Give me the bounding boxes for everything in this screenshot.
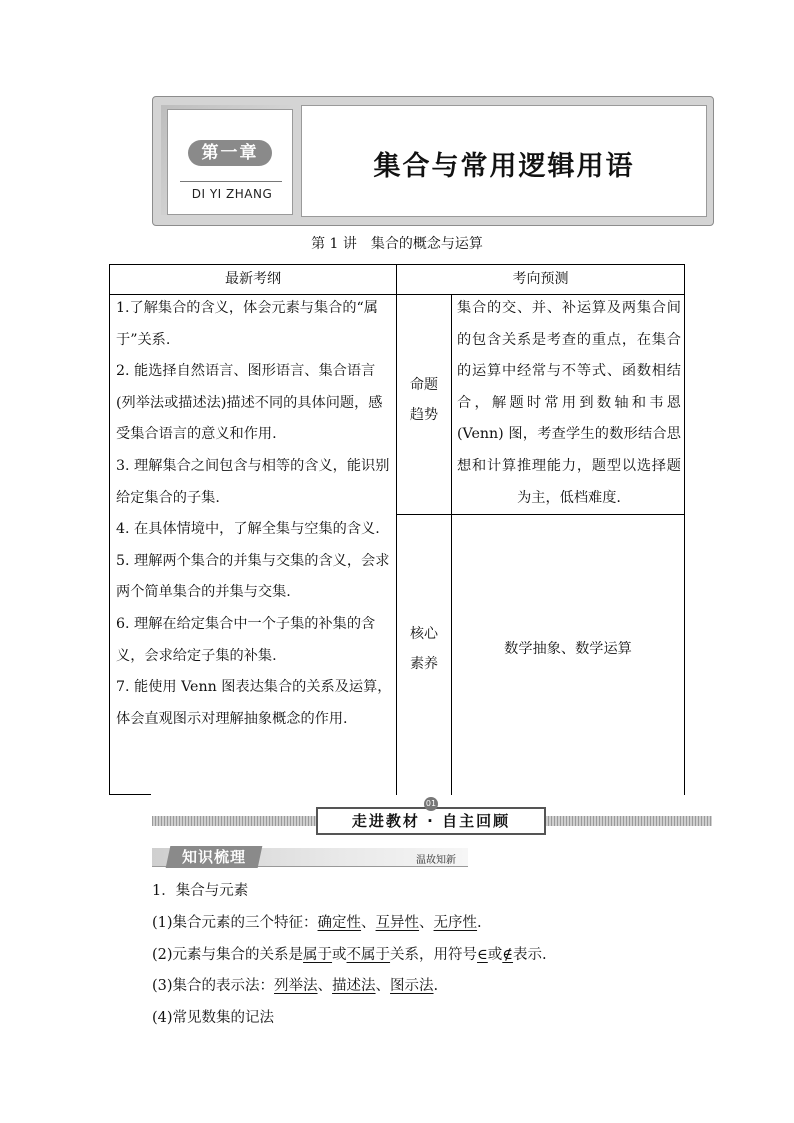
term-description: 描述法 <box>332 978 376 995</box>
separator: 、 <box>419 914 434 931</box>
syllabus-item: 6. 理解在给定集合中一个子集的补集的含义，会求给定子集的补集. <box>116 615 376 664</box>
chapter-label: 第一章 <box>188 140 272 166</box>
core-text: 数学抽象、数学运算 <box>504 641 632 657</box>
separator: 、 <box>361 914 376 931</box>
subsection-note: 温故知新 <box>416 855 456 866</box>
trend-text: 集合的交、并、补运算及两集合间的包含关系是考查的重点，在集合的运算中经常与不等式、函数相结合，解题时常用到数轴和韦恩(Venn) 图，考查学生的数形结合思想和计算推理能力，题型以选择题为主，低档难度. <box>457 300 681 506</box>
symbol-in: ∈ <box>477 946 488 963</box>
table-border-top <box>109 264 685 265</box>
chapter-pinyin: DI YI ZHANG <box>191 187 273 201</box>
item3-prefix: (3)集合的表示法： <box>152 978 275 995</box>
chapter-banner <box>152 96 714 226</box>
content-item-2 <box>152 940 712 972</box>
syllabus-item: 4. 在具体情境中，了解全集与空集的含义. <box>116 521 380 538</box>
period: . <box>433 978 439 995</box>
header-forecast: 考向预测 <box>512 271 569 287</box>
conjunction: 或 <box>332 946 347 963</box>
table-border-right <box>684 264 685 795</box>
symbol-not-in: ∉ <box>502 946 514 963</box>
term-distinctness: 互异性 <box>375 914 420 931</box>
separator: 、 <box>317 978 333 995</box>
term-roster: 列举法 <box>274 978 318 995</box>
trend-label <box>397 370 451 430</box>
core-label-line-1: 核心 <box>410 626 438 642</box>
term-diagram: 图示法 <box>390 978 434 995</box>
subsection-label: 知识梳理 <box>181 848 246 866</box>
term-not-belongs: 不属于 <box>346 946 391 963</box>
period: . <box>477 914 482 931</box>
syllabus-list <box>116 293 394 735</box>
lecture-title: 第 1 讲 集合的概念与运算 <box>311 236 483 252</box>
chapter-title-box <box>301 105 707 217</box>
core-label-line-2: 素养 <box>410 656 438 672</box>
header-syllabus: 最新考纲 <box>225 271 281 287</box>
content-heading: 1．集合与元素 <box>152 883 249 899</box>
section-title: 走进教材 · 自主回顾 <box>316 807 546 835</box>
syllabus-item: 3. 理解集合之间包含与相等的含义，能识别给定集合的子集. <box>116 457 390 506</box>
chapter-badge <box>167 109 293 215</box>
table-border-left <box>109 264 110 795</box>
term-definiteness: 确定性 <box>317 914 362 931</box>
conjunction: 或 <box>487 946 503 963</box>
term-unorderedness: 无序性 <box>433 914 478 931</box>
content-item-3 <box>152 971 712 1003</box>
core-label <box>397 619 451 679</box>
syllabus-item: 5. 理解两个集合的并集与交集的含义，会求两个简单集合的并集与交集. <box>116 552 390 601</box>
chapter-title: 集合与常用逻辑用语 <box>373 151 635 182</box>
knowledge-content <box>152 876 712 1035</box>
content-item-4: (4)常见数集的记法 <box>152 1010 275 1027</box>
term-belongs: 属于 <box>303 946 333 963</box>
syllabus-item: 7. 能使用 Venn 图表达集合的关系及运算，体会直观图示对理解抽象概念的作用. <box>116 679 392 727</box>
trend-label-line-1: 命题 <box>410 377 438 393</box>
section-number-badge: 01 <box>424 797 438 811</box>
table-border-bottom <box>109 794 151 795</box>
trend-label-line-2: 趋势 <box>410 407 438 423</box>
table-column-divider <box>396 264 397 795</box>
item2-prefix: (2)元素与集合的关系是 <box>152 946 304 963</box>
separator: 、 <box>375 978 391 995</box>
table-label-divider <box>451 294 452 795</box>
syllabus-item: 2. 能选择自然语言、图形语言、集合语言(列举法或描述法)描述不同的具体问题，感受集合语言的意义和作用. <box>116 363 383 443</box>
syllabus-item: 1.了解集合的含义，体会元素与集合的“属于”关系. <box>116 300 378 348</box>
content-item-1 <box>152 908 712 940</box>
chapter-divider <box>180 181 282 182</box>
item2-suffix: 表示. <box>513 946 547 963</box>
item2-mid: 关系，用符号 <box>390 946 478 963</box>
item1-prefix: (1)集合元素的三个特征： <box>152 914 318 931</box>
